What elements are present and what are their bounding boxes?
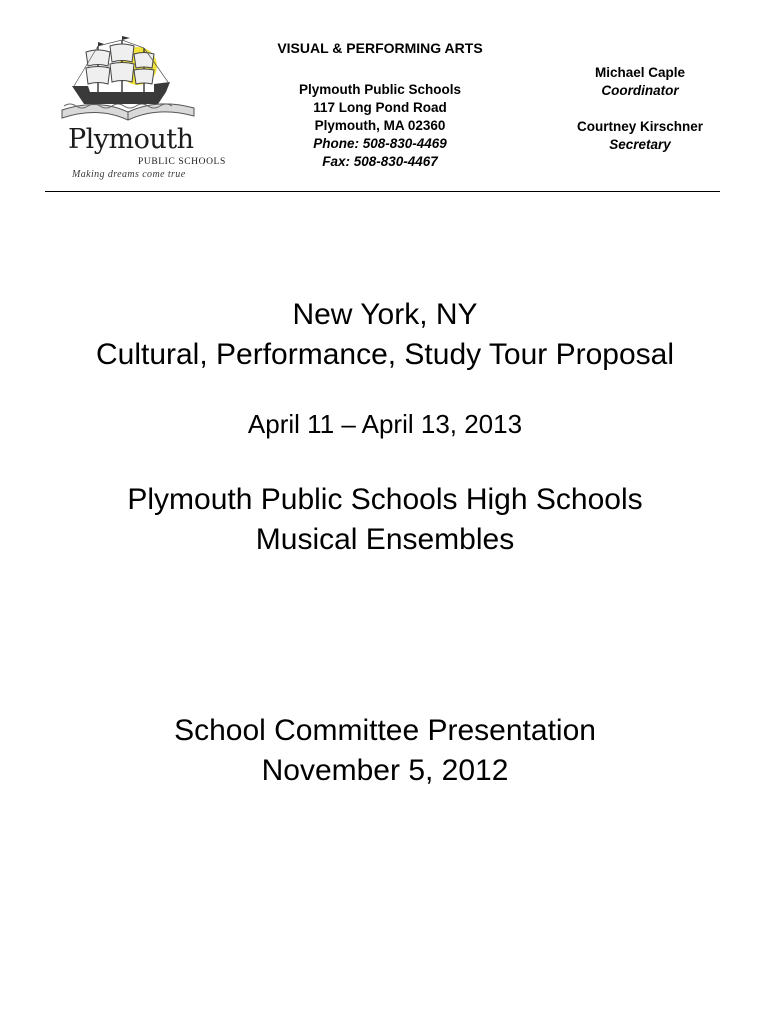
staff-title: Coordinator [601,83,679,98]
plymouth-logo [58,36,226,180]
address-city: Plymouth, MA 02360 [314,118,446,133]
staff-name: Courtney Kirschner [576,119,704,134]
ship-icon [58,36,198,136]
proposal-title: Cultural, Performance, Study Tour Proposal [95,338,675,371]
department-heading: VISUAL & PERFORMING ARTS [277,40,483,56]
trip-dates: April 11 – April 13, 2013 [247,409,523,439]
address-fax: Fax: 508-830-4467 [322,154,438,169]
destination-title: New York, NY [292,298,478,331]
staff-title: Secretary [609,137,671,152]
presentation-title: School Committee Presentation [174,714,596,747]
staff-name: Michael Caple [594,65,686,80]
address-block [270,81,490,171]
group-line: Plymouth Public Schools High Schools [127,483,643,516]
logo-subtitle: PUBLIC SCHOOLS [138,157,226,167]
title-block [0,295,770,375]
header-divider [45,191,720,192]
logo-tagline: Making dreams come true [72,169,186,180]
group-line: Musical Ensembles [255,523,515,556]
address-org: Plymouth Public Schools [298,82,462,97]
logo-wordmark: Plymouth [68,124,194,155]
presentation-date: November 5, 2012 [261,754,509,787]
staff-block [560,64,720,154]
group-block [0,480,770,560]
address-phone: Phone: 508-830-4469 [313,136,447,151]
presentation-block [0,711,770,791]
address-street: 117 Long Pond Road [313,100,447,115]
